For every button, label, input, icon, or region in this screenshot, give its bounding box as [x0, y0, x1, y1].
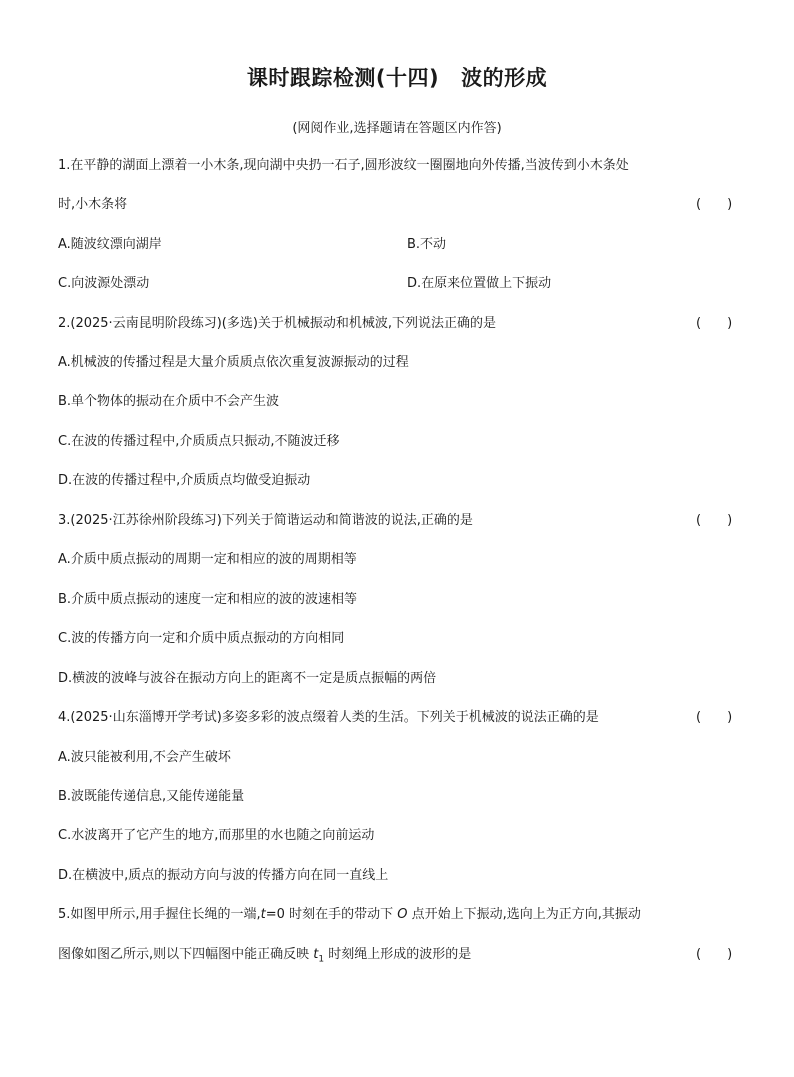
q3-stem: 3.(2025·江苏徐州阶段练习)下列关于简谐运动和简谐波的说法,正确的是 [58, 513, 473, 528]
q2-answer-paren: ( ) [696, 316, 733, 331]
q1-option-c: C.向波源处漂动 [58, 276, 150, 291]
q5-stem-line1 [58, 905, 641, 925]
q5-stem-part-a: 5.如图甲所示,用手握住长绳的一端, [58, 907, 261, 922]
q5-answer-paren: ( ) [696, 947, 733, 962]
q4-option-c: C.水波离开了它产生的地方,而那里的水也随之向前运动 [58, 828, 375, 843]
q2-stem: 2.(2025·云南昆明阶段练习)(多选)关于机械振动和机械波,下列说法正确的是 [58, 316, 497, 331]
q2-option-a: A.机械波的传播过程是大量介质质点依次重复波源振动的过程 [58, 355, 409, 370]
q5-var-t1: t [313, 947, 319, 962]
q5-var-t1-sub: 1 [318, 954, 325, 965]
page-subtitle: (网阅作业,选择题请在答题区内作答) [292, 121, 502, 136]
q3-option-b: B.介质中质点振动的速度一定和相应的波的波速相等 [58, 592, 358, 607]
q1-option-d: D.在原来位置做上下振动 [407, 276, 552, 291]
q5-var-o: O [397, 907, 408, 922]
q2-option-b: B.单个物体的振动在介质中不会产生波 [58, 394, 280, 409]
q5-var-t: t [260, 907, 266, 922]
q1-stem-line2: 时,小木条将 [58, 197, 128, 212]
q1-option-b: B.不动 [407, 237, 447, 252]
q2-option-d: D.在波的传播过程中,介质质点均做受迫振动 [58, 473, 311, 488]
q1-answer-paren: ( ) [696, 197, 733, 212]
q3-option-a: A.介质中质点振动的周期一定和相应的波的周期相等 [58, 552, 357, 567]
title-topic: 波的形成 [461, 66, 548, 90]
q4-option-a: A.波只能被利用,不会产生破坏 [58, 750, 231, 765]
q5-stem-part-b: =0 时刻在手的带动下 [265, 907, 398, 922]
q5-stem-part-d: 图像如图乙所示,则以下四幅图中能正确反映 [58, 947, 314, 962]
q1-stem-line1: 1.在平静的湖面上漂着一小木条,现向湖中央扔一石子,圆形波纹一圈圈地向外传播,当波传到小木条处 [58, 158, 629, 173]
page-title [0, 62, 794, 92]
q5-stem-line2 [58, 945, 471, 970]
q4-option-b: B.波既能传递信息,又能传递能量 [58, 789, 245, 804]
title-main: 课时跟踪检测(十四) [246, 66, 440, 90]
q3-option-c: C.波的传播方向一定和介质中质点振动的方向相同 [58, 631, 345, 646]
q4-answer-paren: ( ) [696, 710, 733, 725]
q3-option-d: D.横波的波峰与波谷在振动方向上的距离不一定是质点振幅的两倍 [58, 671, 437, 686]
q4-stem: 4.(2025·山东淄博开学考试)多姿多彩的波点缀着人类的生活。下列关于机械波的说法正确的是 [58, 710, 599, 725]
q3-answer-paren: ( ) [696, 513, 733, 528]
q2-option-c: C.在波的传播过程中,介质质点只振动,不随波迁移 [58, 434, 340, 449]
q4-option-d: D.在横波中,质点的振动方向与波的传播方向在同一直线上 [58, 868, 389, 883]
q5-stem-part-c: 点开始上下振动,选向上为正方向,其振动 [407, 907, 641, 922]
q5-stem-part-e: 时刻绳上形成的波形的是 [324, 947, 472, 962]
q1-option-a: A.随波纹漂向湖岸 [58, 237, 162, 252]
